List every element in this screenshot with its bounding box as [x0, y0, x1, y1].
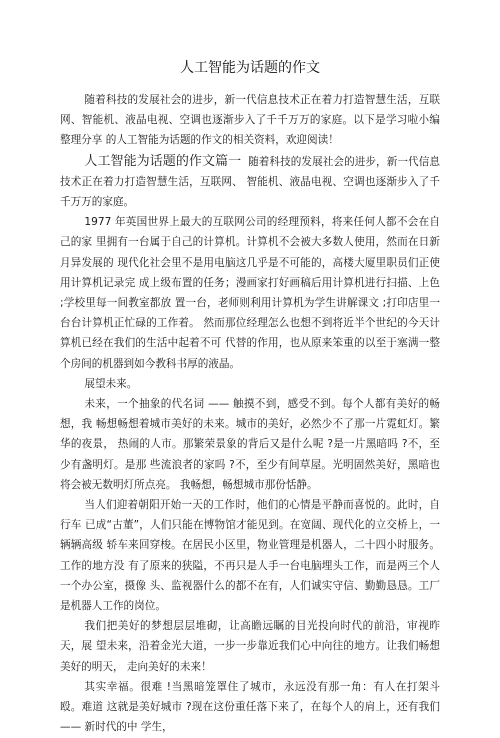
section-lead: 随着科技的发展社会的进步，新一代信息技术正在着力打造智慧生活，互联网、 智能机、液晶电视、空调也逐渐步入了千千万万的家庭。	[60, 155, 440, 209]
section-paragraph	[60, 152, 440, 213]
body-paragraph-2: 展望未来。	[84, 377, 138, 390]
body-paragraph-4: 当人们迎着朝阳开始一天的工作时，他们的心情是平静而喜悦的。此时，自行车 已成“古董”，人们只能在博物馆才能见到。在宽阔、现代化的立交桥上，一辆辆高级 轿车来回穿梭。在居民小区里，物业管理是机器人，二十四小时服务。工作的地方没 有了原来的狭隘，不再只是人手一台电脑埋头工作，而是两三个人一个办公室，摄像 头、监视器什么的都不在有，人们诚实守信、勤勤恳恳。工厂是机器人工作的岗位。	[60, 499, 440, 613]
intro-paragraph: 随着科技的发展社会的进步，新一代信息技术正在着力打造智慧生活，互联网、智能机、液晶电视、空调也逐渐步入了千千万万的家庭。以下是学习啦小编整理分享 的人工智能为话题的作文的相关资料，欢迎阅读！	[60, 94, 440, 147]
document-title: 人工智能为话题的作文	[180, 60, 320, 76]
section-heading: 人工智能为话题的作文篇一	[84, 153, 242, 169]
body-paragraph-6: 其实幸福。很难 !当黑暗笼罩住了城市，永远没有那一角：有人在打架斗殴。难道 这就是美好城市 ?现在这份重任落下来了，在每个人的肩上，还有我们 —— 新时代的中 学生，	[60, 680, 440, 734]
body-paragraph-5: 我们把美好的梦想层层堆砌，让高瞻远瞩的目光投向时代的前沿，审视昨天，展 望未来，沿着金光大道，一步一步靠近我们心中向往的地方。让我们畅想美好的明天， 走向美好的未来！	[60, 620, 440, 673]
body-paragraph-1: 1977 年英国世界上最大的互联网公司的经理预料，将来任何人都不会在自己的家 里拥有一台属于自己的计算机。计算机不会被大多数人使用，然而在日新月异发展的 现代化社会里不是用电脑这几乎是不可能的，高楼大厦里职员们正使用计算机记录完 成上级布置的任务；漫画家打好画稿后用计算机进行扫描、上色 ;学校里每一间教室都放 置一台，老师则利用计算机为学生讲解课文 ;打印店里一台台计算机正忙碌的工作着。 然而那位经理怎么也想不到将近半个世纪的今天计算机已经在我们的生活中起着不可 代替的作用，也从原来笨重的以至于塞满一整个房间的机器到如今教科书厚的液晶。	[60, 216, 440, 370]
body-paragraph-3: 未来，一个抽象的代名词 —— 触摸不到，感受不到。每个人都有美好的畅想，我 畅想畅想着城市美好的未来。城市的美好，必然少不了那一片霓虹灯。繁华的夜景， 热闹的人市。那繁荣景象的背后又是什么呢 ?是一片黑暗吗 ?不，至少有盏明灯。是那 些流浪者的家吗 ?不，至少有间草屋。光明固然美好，黑暗也将会被无数明灯所点亮。 我畅想，畅想城市那份恬静。	[60, 398, 440, 491]
